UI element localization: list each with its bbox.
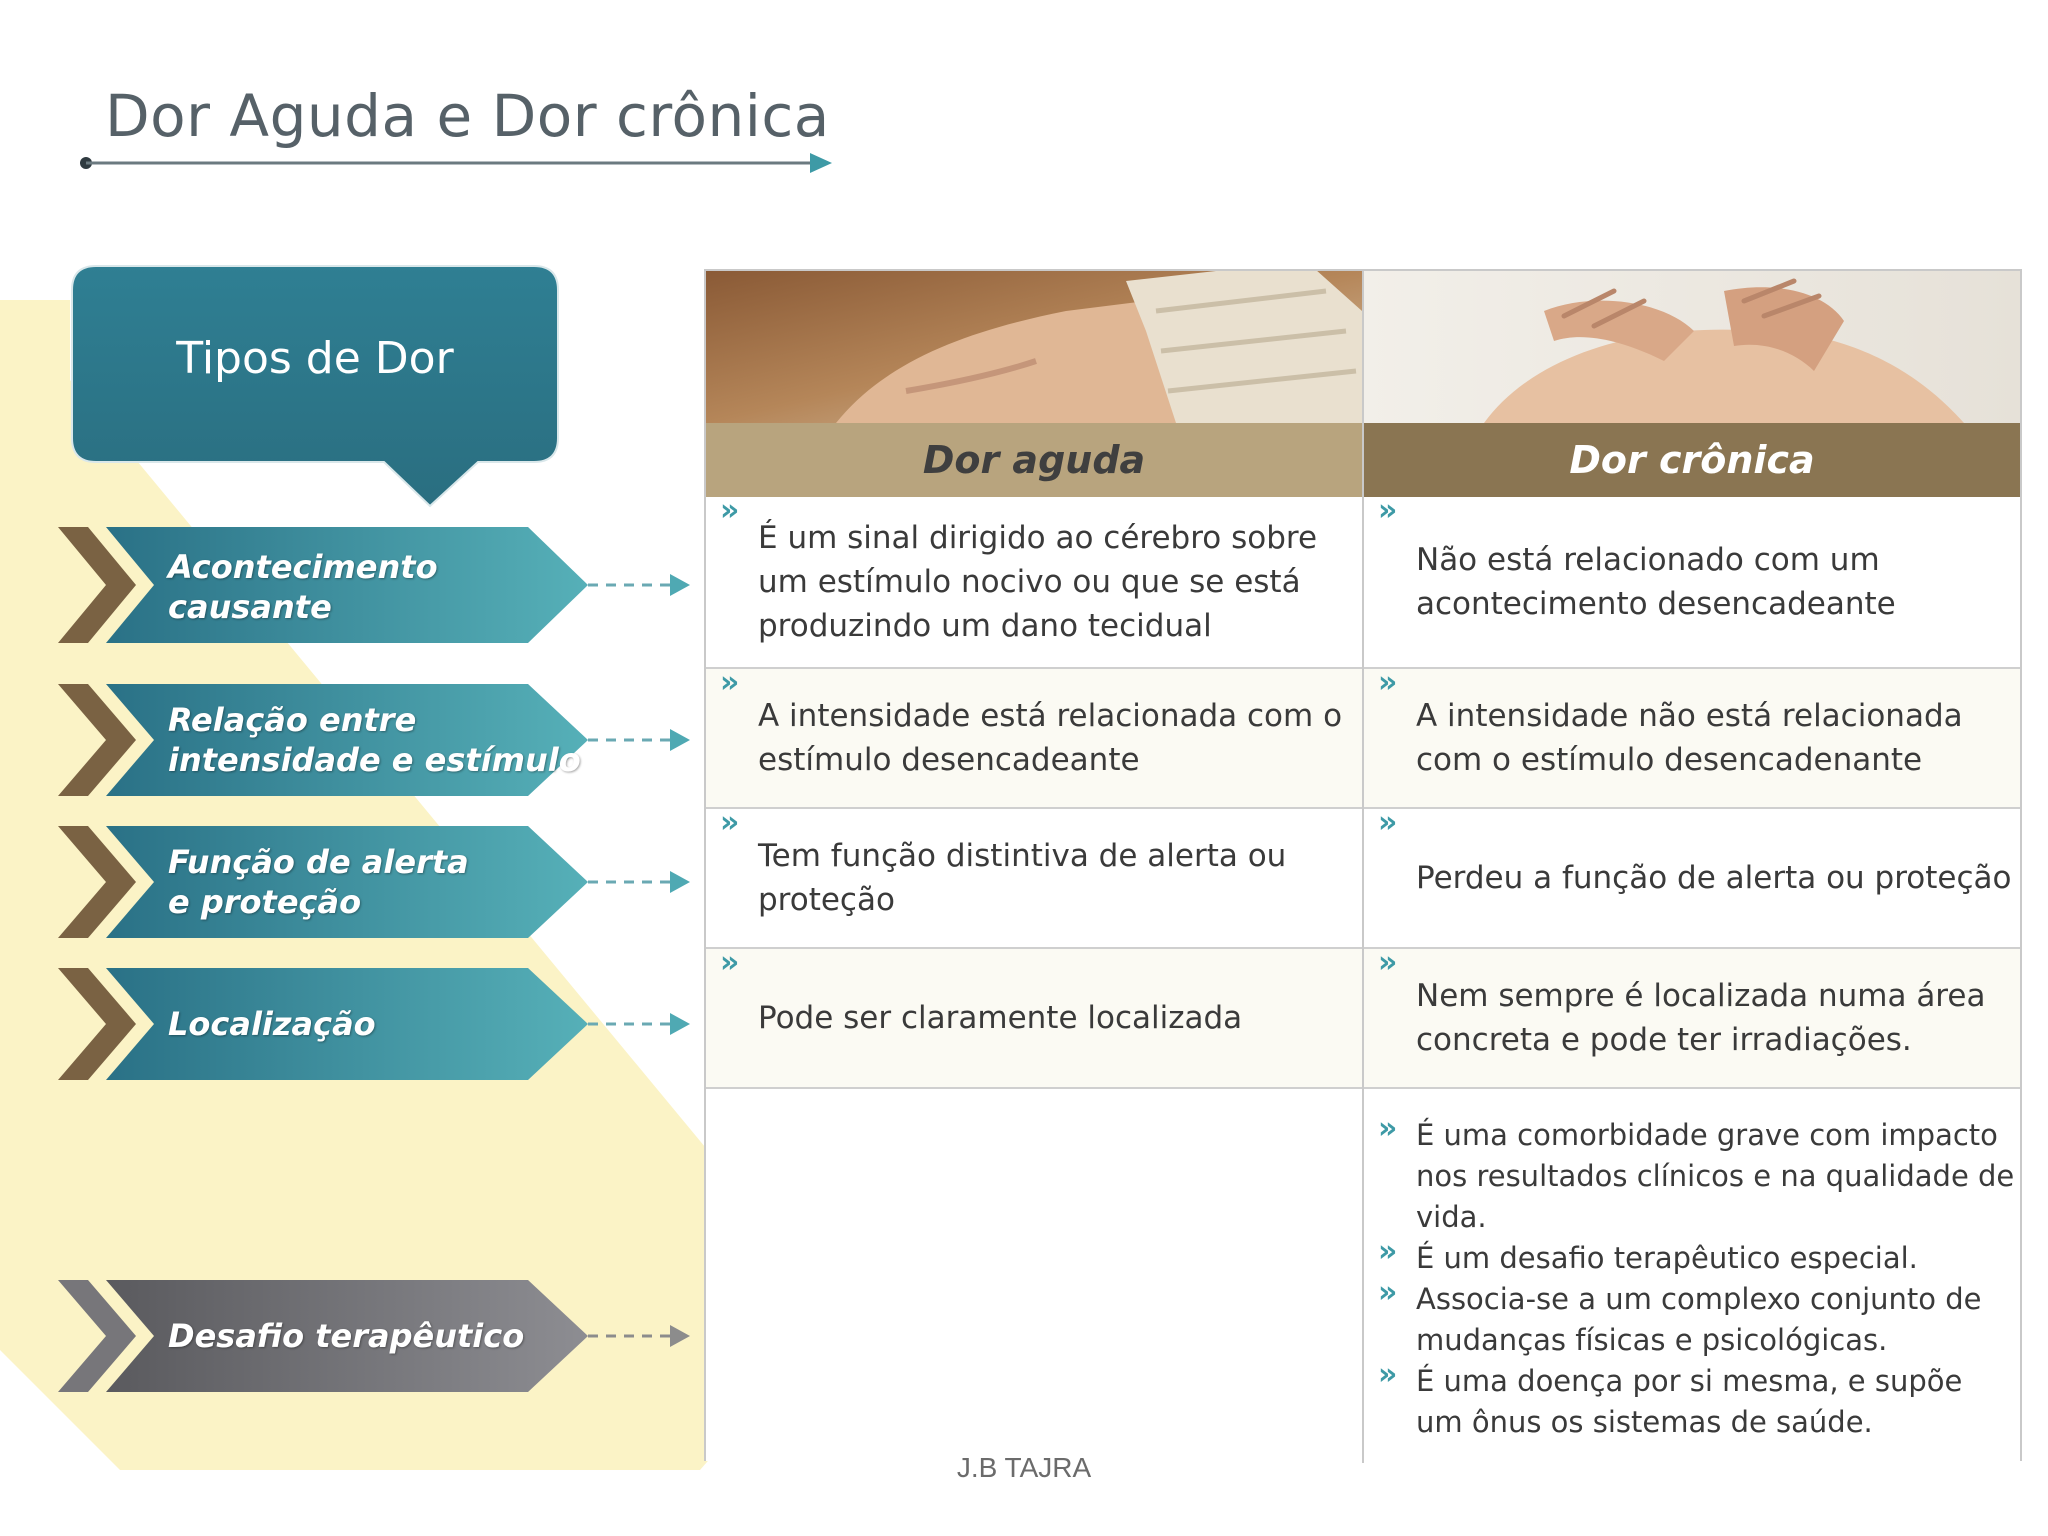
bandaged-wrist-photo bbox=[706, 271, 1362, 423]
cell-acute: » A intensidade está relacionada com o estímulo desencadeante bbox=[720, 669, 1356, 807]
comparison-table bbox=[704, 269, 2022, 1461]
criterion-localizacao bbox=[58, 968, 698, 1088]
criterion-label: Desafio terapêutico bbox=[168, 1317, 525, 1355]
cell-acute: » É um sinal dirigido ao cérebro sobre um estímulo nocivo ou que se está produzindo um dano tecidual bbox=[720, 497, 1356, 667]
cell-acute: » Pode ser claramente localizada bbox=[720, 949, 1356, 1087]
column-header-dor-cronica: Dor crônica bbox=[1364, 423, 2020, 497]
cell-chronic: » Não está relacionado com um acontecimento desencadeante bbox=[1378, 497, 2018, 667]
list-item: » Associa-se a um complexo conjunto de mudanças físicas e psicológicas. bbox=[1378, 1279, 2018, 1361]
cell-chronic-list bbox=[1378, 1089, 2018, 1443]
cell-chronic: » Perdeu a função de alerta ou proteção bbox=[1378, 809, 2018, 947]
bullet-icon: » bbox=[1378, 1275, 1398, 1310]
criterion-label: Localização bbox=[168, 1005, 376, 1043]
column-header-dor-aguda: Dor aguda bbox=[706, 423, 1362, 497]
bullet-icon: » bbox=[1378, 945, 1398, 980]
criterion-relacao-intensidade-estimulo bbox=[58, 684, 698, 804]
title-underline-arrow bbox=[70, 148, 840, 178]
cell-acute: » Tem função distintiva de alerta ou proteção bbox=[720, 809, 1356, 947]
bullet-icon: » bbox=[1378, 1234, 1398, 1269]
list-item: » É um desafio terapêutico especial. bbox=[1378, 1238, 2018, 1279]
column-divider bbox=[1362, 271, 1364, 1463]
cell-chronic: » Nem sempre é localizada numa área concreta e pode ter irradiações. bbox=[1378, 949, 2018, 1087]
page-title: Dor Aguda e Dor crônica bbox=[105, 82, 830, 150]
list-item: » É uma doença por si mesma, e supõe um ônus os sistemas de saúde. bbox=[1378, 1361, 2018, 1443]
cell-chronic: » A intensidade não está relacionada com o estímulo desencadenante bbox=[1378, 669, 2018, 807]
criterion-label: Relação entre intensidade e estímulo bbox=[168, 701, 581, 779]
bullet-icon: » bbox=[1378, 493, 1398, 528]
criterion-label: Função de alerta e proteção bbox=[168, 843, 469, 921]
bullet-icon: » bbox=[720, 945, 740, 980]
callout-label: Tipos de Dor bbox=[176, 332, 454, 384]
bullet-icon: » bbox=[720, 665, 740, 700]
bullet-icon: » bbox=[1378, 1111, 1398, 1146]
list-item: » É uma comorbidade grave com impacto nos resultados clínicos e na qualidade de vida. bbox=[1378, 1115, 2018, 1238]
hands-on-back-photo bbox=[1364, 271, 2020, 423]
criterion-label: Acontecimento causante bbox=[168, 548, 438, 626]
criterion-funcao-alerta-protecao bbox=[58, 826, 698, 946]
bullet-icon: » bbox=[1378, 665, 1398, 700]
criterion-desafio-terapeutico bbox=[58, 1280, 698, 1400]
bullet-icon: » bbox=[720, 493, 740, 528]
bullet-icon: » bbox=[1378, 805, 1398, 840]
footer-author: J.B TAJRA bbox=[956, 1452, 1092, 1483]
criterion-acontecimento-causante bbox=[58, 527, 698, 647]
bullet-icon: » bbox=[720, 805, 740, 840]
bullet-icon: » bbox=[1378, 1357, 1398, 1392]
